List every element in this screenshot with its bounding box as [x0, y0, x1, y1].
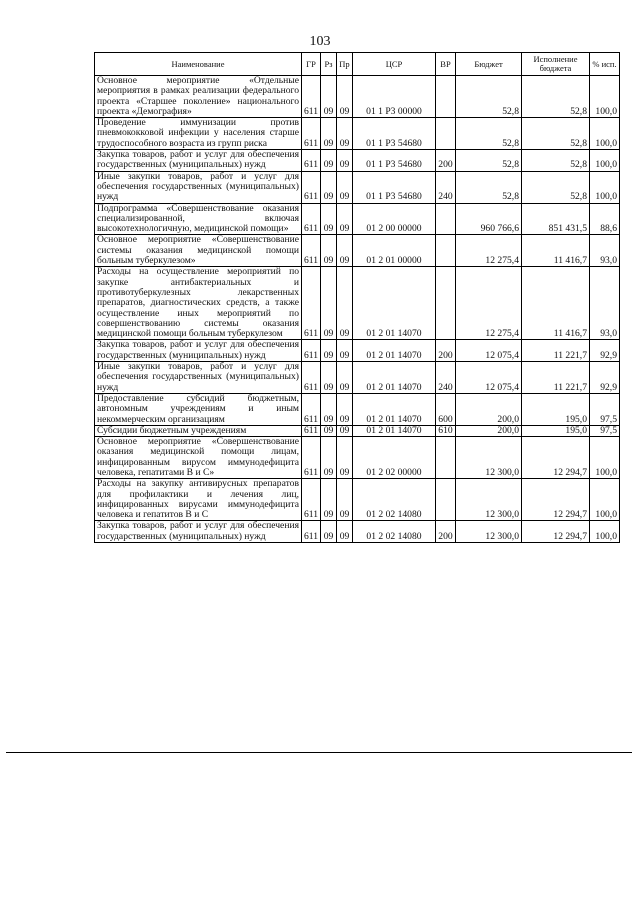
cell-csr: 01 2 02 14080: [353, 521, 436, 543]
cell-budget: 12 075,4: [456, 362, 522, 394]
header-gr: ГР: [302, 53, 321, 76]
cell-percent: 92,9: [590, 340, 620, 362]
table-row: [95, 437, 620, 479]
cell-pr: 09: [337, 267, 353, 340]
cell-rz: 09: [321, 118, 337, 150]
cell-budget: 200,0: [456, 393, 522, 425]
cell-gr: 611: [302, 235, 321, 267]
cell-csr: 01 1 Р3 54680: [353, 150, 436, 172]
page-number: 103: [309, 34, 331, 49]
cell-rz: 09: [321, 235, 337, 267]
cell-gr: 611: [302, 425, 321, 436]
cell-pr: 09: [337, 362, 353, 394]
cell-percent: 100,0: [590, 118, 620, 150]
cell-pr: 09: [337, 437, 353, 479]
cell-budget: 12 275,4: [456, 267, 522, 340]
cell-execution: 11 416,7: [522, 267, 590, 340]
cell-percent: 100,0: [590, 76, 620, 118]
cell-csr: 01 2 01 14070: [353, 425, 436, 436]
cell-name: Основное мероприятие «Совершенствование системы оказания медицинской помощи больным туберкулезом»: [95, 235, 302, 267]
cell-percent: 100,0: [590, 521, 620, 543]
cell-vr: [436, 235, 456, 267]
cell-name: Закупка товаров, работ и услуг для обеспечения государственных (муниципальных) нужд: [95, 521, 302, 543]
cell-vr: 240: [436, 362, 456, 394]
cell-rz: 09: [321, 171, 337, 203]
cell-gr: 611: [302, 393, 321, 425]
cell-execution: 52,8: [522, 118, 590, 150]
cell-name: Расходы на закупку антивирусных препаратов для профилактики и лечения лиц, инфицированных вирусами иммунодефицита человека и гепатитов В и С: [95, 479, 302, 521]
cell-pr: 09: [337, 203, 353, 235]
cell-pr: 09: [337, 171, 353, 203]
cell-rz: 09: [321, 150, 337, 172]
cell-csr: 01 1 Р3 54680: [353, 118, 436, 150]
table-row: [95, 171, 620, 203]
cell-vr: 600: [436, 393, 456, 425]
cell-gr: 611: [302, 203, 321, 235]
cell-percent: 88,6: [590, 203, 620, 235]
cell-budget: 52,8: [456, 150, 522, 172]
cell-pr: 09: [337, 521, 353, 543]
cell-gr: 611: [302, 267, 321, 340]
cell-pr: 09: [337, 479, 353, 521]
cell-vr: [436, 267, 456, 340]
table-row: [95, 267, 620, 340]
cell-gr: 611: [302, 479, 321, 521]
cell-budget: 960 766,6: [456, 203, 522, 235]
cell-name: Подпрограмма «Совершенствование оказания специализированной, включая высокотехнологичную, медицинской помощи»: [95, 203, 302, 235]
cell-gr: 611: [302, 437, 321, 479]
cell-budget: 52,8: [456, 118, 522, 150]
cell-name: Проведение иммунизации против пневмококковой инфекции у населения старше трудоспособного возраста из групп риска: [95, 118, 302, 150]
cell-execution: 52,8: [522, 171, 590, 203]
cell-gr: 611: [302, 362, 321, 394]
cell-csr: 01 2 01 14070: [353, 393, 436, 425]
table-row: [95, 76, 620, 118]
table-row: [95, 150, 620, 172]
cell-budget: 52,8: [456, 76, 522, 118]
cell-budget: 12 300,0: [456, 521, 522, 543]
cell-pr: 09: [337, 76, 353, 118]
cell-pr: 09: [337, 340, 353, 362]
cell-rz: 09: [321, 479, 337, 521]
cell-gr: 611: [302, 150, 321, 172]
cell-vr: [436, 203, 456, 235]
cell-csr: 01 2 02 00000: [353, 437, 436, 479]
table-row: [95, 521, 620, 543]
cell-rz: 09: [321, 267, 337, 340]
cell-gr: 611: [302, 171, 321, 203]
cell-vr: [436, 437, 456, 479]
cell-csr: 01 2 01 14070: [353, 267, 436, 340]
cell-percent: 93,0: [590, 235, 620, 267]
cell-execution: 52,8: [522, 76, 590, 118]
cell-execution: 195,0: [522, 393, 590, 425]
table-row: [95, 393, 620, 425]
cell-budget: 200,0: [456, 425, 522, 436]
cell-csr: 01 2 02 14080: [353, 479, 436, 521]
cell-rz: 09: [321, 425, 337, 436]
cell-vr: [436, 479, 456, 521]
budget-table: [94, 52, 620, 543]
cell-budget: 12 075,4: [456, 340, 522, 362]
cell-name: Иные закупки товаров, работ и услуг для обеспечения государственных (муниципальных) нужд: [95, 362, 302, 394]
cell-percent: 100,0: [590, 479, 620, 521]
cell-name: Закупка товаров, работ и услуг для обеспечения государственных (муниципальных) нужд: [95, 150, 302, 172]
cell-execution: 11 221,7: [522, 362, 590, 394]
cell-rz: 09: [321, 340, 337, 362]
table-row: [95, 425, 620, 436]
table-header-row: [95, 53, 620, 76]
cell-percent: 100,0: [590, 150, 620, 172]
cell-budget: 12 300,0: [456, 437, 522, 479]
cell-rz: 09: [321, 362, 337, 394]
cell-percent: 97,5: [590, 425, 620, 436]
cell-vr: 200: [436, 150, 456, 172]
cell-execution: 12 294,7: [522, 437, 590, 479]
footer-rule: [6, 752, 632, 753]
cell-execution: 851 431,5: [522, 203, 590, 235]
cell-execution: 195,0: [522, 425, 590, 436]
cell-execution: 12 294,7: [522, 479, 590, 521]
cell-percent: 100,0: [590, 171, 620, 203]
cell-vr: [436, 118, 456, 150]
cell-rz: 09: [321, 437, 337, 479]
table-row: [95, 362, 620, 394]
cell-csr: 01 2 01 14070: [353, 340, 436, 362]
table-row: [95, 479, 620, 521]
cell-pr: 09: [337, 425, 353, 436]
cell-percent: 97,5: [590, 393, 620, 425]
cell-pr: 09: [337, 150, 353, 172]
header-pr: Пр: [337, 53, 353, 76]
cell-percent: 100,0: [590, 437, 620, 479]
cell-name: Основное мероприятие «Совершенствование оказания медицинской помощи лицам, инфицированным вирусом иммунодефицита человека, гепатитами В и С»: [95, 437, 302, 479]
cell-name: Предоставление субсидий бюджетным, автономным учреждениям и иным некоммерческим организациям: [95, 393, 302, 425]
cell-gr: 611: [302, 521, 321, 543]
table-row: [95, 340, 620, 362]
header-rz: Рз: [321, 53, 337, 76]
cell-execution: 11 416,7: [522, 235, 590, 267]
cell-name: Основное мероприятие «Отдельные мероприятия в рамках реализации федерального проекта «Старшее поколение» национального проекта «Демография»: [95, 76, 302, 118]
cell-name: Закупка товаров, работ и услуг для обеспечения государственных (муниципальных) нужд: [95, 340, 302, 362]
cell-budget: 12 300,0: [456, 479, 522, 521]
header-csr: ЦСР: [353, 53, 436, 76]
table-row: [95, 235, 620, 267]
cell-pr: 09: [337, 118, 353, 150]
cell-gr: 611: [302, 340, 321, 362]
cell-gr: 611: [302, 76, 321, 118]
header-vr: ВР: [436, 53, 456, 76]
cell-name: Расходы на осуществление мероприятий по закупке антибактериальных и противотуберкулезных лекарственных препаратов, диагностических средств, а также осуществление иных мероприятий по совершенствованию системы оказания медицинской помощи больным туберкулезом: [95, 267, 302, 340]
cell-csr: 01 2 00 00000: [353, 203, 436, 235]
cell-pr: 09: [337, 235, 353, 267]
header-percent: % исп.: [590, 53, 620, 76]
cell-csr: 01 1 Р3 00000: [353, 76, 436, 118]
cell-vr: 200: [436, 340, 456, 362]
header-budget: Бюджет: [456, 53, 522, 76]
cell-execution: 12 294,7: [522, 521, 590, 543]
cell-rz: 09: [321, 393, 337, 425]
cell-budget: 12 275,4: [456, 235, 522, 267]
cell-rz: 09: [321, 203, 337, 235]
header-execution: Исполнение бюджета: [522, 53, 590, 76]
cell-rz: 09: [321, 521, 337, 543]
cell-execution: 11 221,7: [522, 340, 590, 362]
cell-name: Иные закупки товаров, работ и услуг для обеспечения государственных (муниципальных) нужд: [95, 171, 302, 203]
cell-rz: 09: [321, 76, 337, 118]
cell-execution: 52,8: [522, 150, 590, 172]
cell-percent: 93,0: [590, 267, 620, 340]
cell-pr: 09: [337, 393, 353, 425]
cell-name: Субсидии бюджетным учреждениям: [95, 425, 302, 436]
cell-csr: 01 2 01 00000: [353, 235, 436, 267]
cell-csr: 01 2 01 14070: [353, 362, 436, 394]
header-name: Наименование: [95, 53, 302, 76]
table-row: [95, 203, 620, 235]
cell-vr: 240: [436, 171, 456, 203]
cell-vr: 610: [436, 425, 456, 436]
cell-csr: 01 1 Р3 54680: [353, 171, 436, 203]
cell-percent: 92,9: [590, 362, 620, 394]
cell-budget: 52,8: [456, 171, 522, 203]
table-row: [95, 118, 620, 150]
cell-vr: 200: [436, 521, 456, 543]
cell-vr: [436, 76, 456, 118]
cell-gr: 611: [302, 118, 321, 150]
